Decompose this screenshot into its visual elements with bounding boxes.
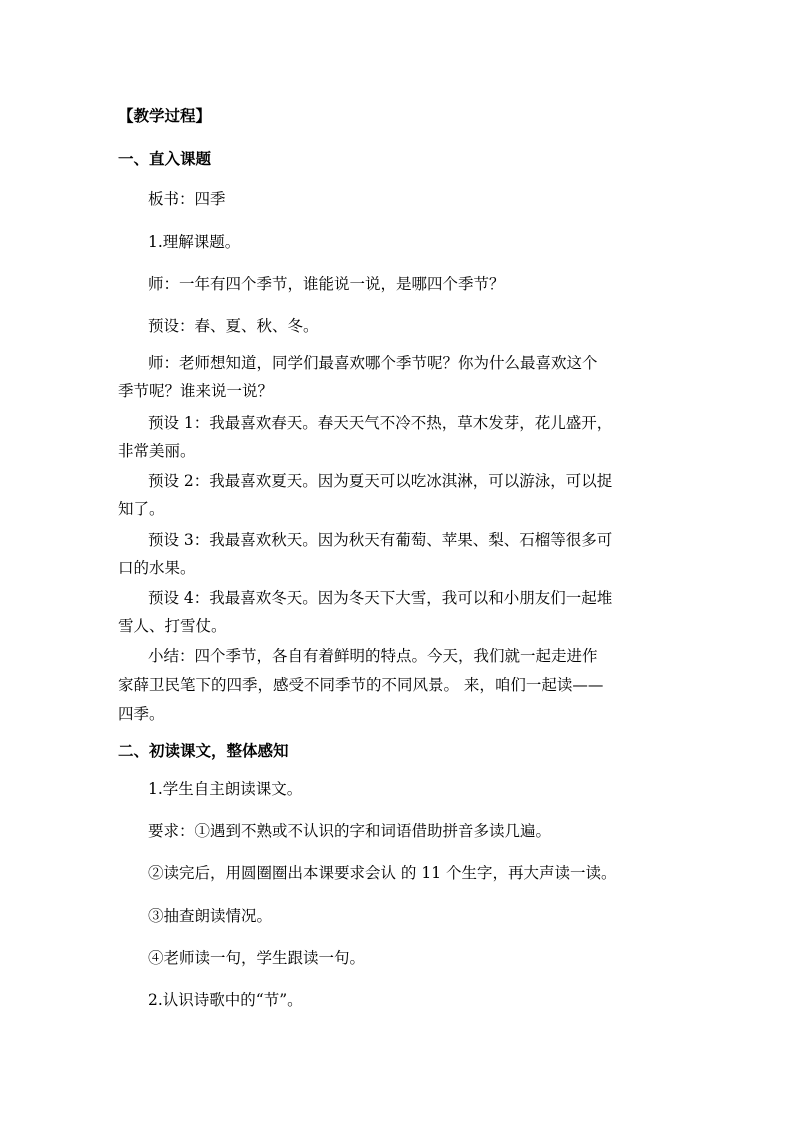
teacher-question-2-line2: 季节呢？谁来说一说？ bbox=[118, 382, 274, 400]
summary-line1: 小结：四个季节，各自有着鲜明的特点。今天，我们就一起走进作 bbox=[148, 647, 598, 665]
preset-3-line1: 预设 3：我最喜欢秋天。因为秋天有葡萄、苹果、梨、石榴等很多可 bbox=[148, 531, 613, 549]
part2-heading: 二、初读课文，整体感知 bbox=[118, 741, 289, 760]
teacher-question-2-line1: 师：老师想知道，同学们最喜欢哪个季节呢？你为什么最喜欢这个 bbox=[148, 354, 598, 372]
part1-heading: 一、直入课题 bbox=[118, 149, 212, 168]
part2-step2: 2.认识诗歌中的“节”。 bbox=[148, 991, 303, 1009]
part1-step1: 1.理解课题。 bbox=[148, 233, 241, 251]
part2-step1: 1.学生自主朗读课文。 bbox=[148, 780, 303, 798]
section-title: 【教学过程】 bbox=[118, 106, 212, 125]
requirement-1: 要求：①遇到不熟或不认识的字和词语借助拼音多读几遍。 bbox=[148, 822, 552, 840]
summary-line2: 家薛卫民笔下的四季，感受不同季节的不同风景。 来，咱们一起读—— bbox=[118, 676, 604, 694]
preset-4-line2: 雪人、打雪仗。 bbox=[118, 617, 227, 635]
blackboard-text: 板书：四季 bbox=[148, 190, 226, 208]
preset-2-line1: 预设 2：我最喜欢夏天。因为夏天可以吃冰淇淋，可以游泳，可以捉 bbox=[148, 472, 613, 490]
preset-2-line2: 知了。 bbox=[118, 500, 165, 518]
preset-1-line2: 非常美丽。 bbox=[118, 442, 196, 460]
preset-4-line1: 预设 4：我最喜欢冬天。因为冬天下大雪，我可以和小朋友们一起堆 bbox=[148, 589, 613, 607]
summary-line3: 四季。 bbox=[118, 705, 165, 723]
preset-3-line2: 口的水果。 bbox=[118, 559, 196, 577]
requirement-2: ②读完后，用圆圈圈出本课要求会认 的 11 个生字，再大声读一读。 bbox=[148, 864, 617, 882]
preset-1-line1: 预设 1：我最喜欢春天。春天天气不冷不热，草木发芽，花儿盛开， bbox=[148, 414, 613, 432]
requirement-4: ④老师读一句，学生跟读一句。 bbox=[148, 949, 366, 967]
teacher-question-1: 师：一年有四个季节，谁能说一说，是哪四个季节？ bbox=[148, 275, 505, 293]
answer-1: 预设：春、夏、秋、冬。 bbox=[148, 317, 319, 335]
requirement-3: ③抽查朗读情况。 bbox=[148, 907, 273, 925]
